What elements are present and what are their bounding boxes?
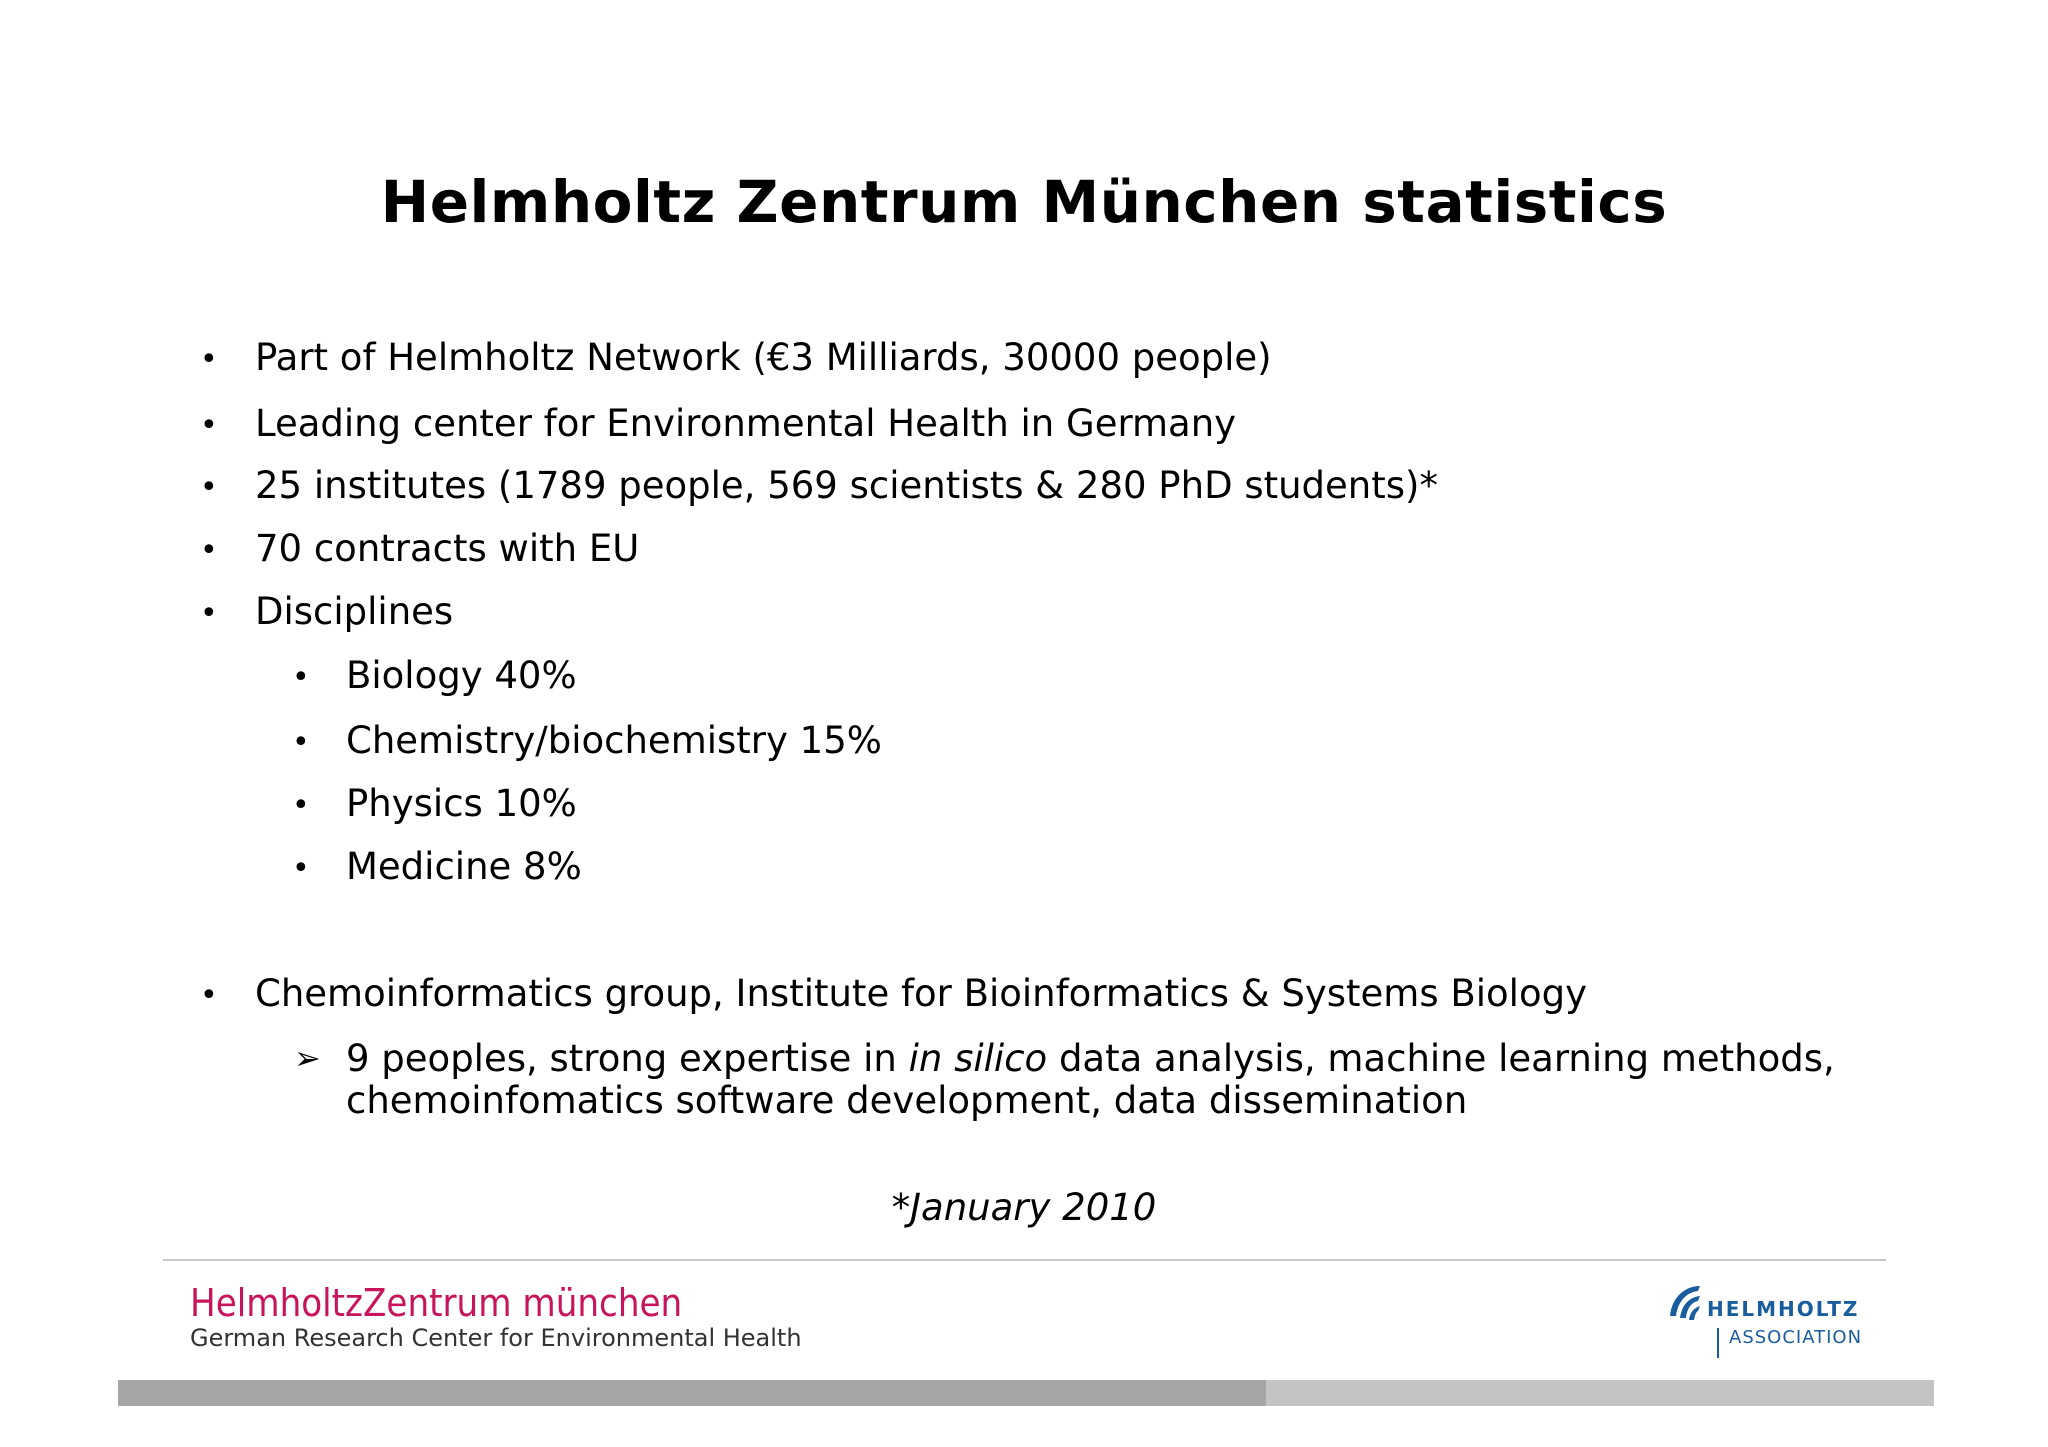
group-detail — [346, 1038, 1906, 1122]
arrow-bullet-icon: ➢ — [294, 1039, 321, 1077]
association-name-line1: HELMHOLTZ — [1707, 1297, 1860, 1321]
hzm-logo-text: HelmholtzZentrum münchen — [190, 1281, 683, 1325]
bullet-item-institutes: 25 institutes (1789 people, 569 scientists & 280 PhD students)* — [255, 464, 1438, 507]
discipline-physics: Physics 10% — [346, 782, 577, 825]
footer-bar-dark — [118, 1380, 1266, 1406]
bullet-icon: • — [200, 533, 218, 568]
association-divider — [1717, 1328, 1719, 1358]
slide-title: Helmholtz Zentrum München statistics — [380, 168, 1668, 236]
bullet-item-disciplines: Disciplines — [255, 590, 454, 633]
association-name-line2: ASSOCIATION — [1729, 1327, 1863, 1348]
bullet-item-network: Part of Helmholtz Network (€3 Milliards, 30000 people) — [255, 336, 1272, 379]
bullet-item-leading-center: Leading center for Environmental Health in Germany — [255, 402, 1237, 445]
discipline-biology: Biology 40% — [346, 654, 577, 697]
footer-bar-light — [1266, 1380, 1934, 1406]
helmholtz-association-logo-icon — [1662, 1282, 1862, 1362]
group-detail-emphasis: in silico — [908, 1037, 1048, 1080]
bullet-icon: • — [200, 596, 218, 631]
bullet-icon: • — [292, 660, 310, 695]
bullet-icon: • — [200, 978, 218, 1013]
bullet-icon: • — [200, 408, 218, 443]
bullet-icon: • — [200, 342, 218, 377]
hzm-logo-subtitle: German Research Center for Environmental Health — [190, 1324, 802, 1352]
bullet-item-eu-contracts: 70 contracts with EU — [255, 527, 640, 570]
footer-divider — [163, 1259, 1886, 1261]
bullet-icon: • — [292, 851, 310, 886]
bullet-icon: • — [292, 725, 310, 760]
group-detail-text-end: data analysis, machine learning methods, chemoinfomatics software development, data dissemination — [346, 1037, 1835, 1122]
discipline-medicine: Medicine 8% — [346, 845, 582, 888]
group-detail-text-start: 9 peoples, strong expertise in — [346, 1037, 909, 1080]
footnote-date: *January 2010 — [891, 1186, 1157, 1229]
discipline-chemistry: Chemistry/biochemistry 15% — [346, 719, 882, 762]
bullet-item-group: Chemoinformatics group, Institute for Bioinformatics & Systems Biology — [255, 972, 1587, 1015]
bullet-icon: • — [200, 470, 218, 505]
bullet-icon: • — [292, 788, 310, 823]
